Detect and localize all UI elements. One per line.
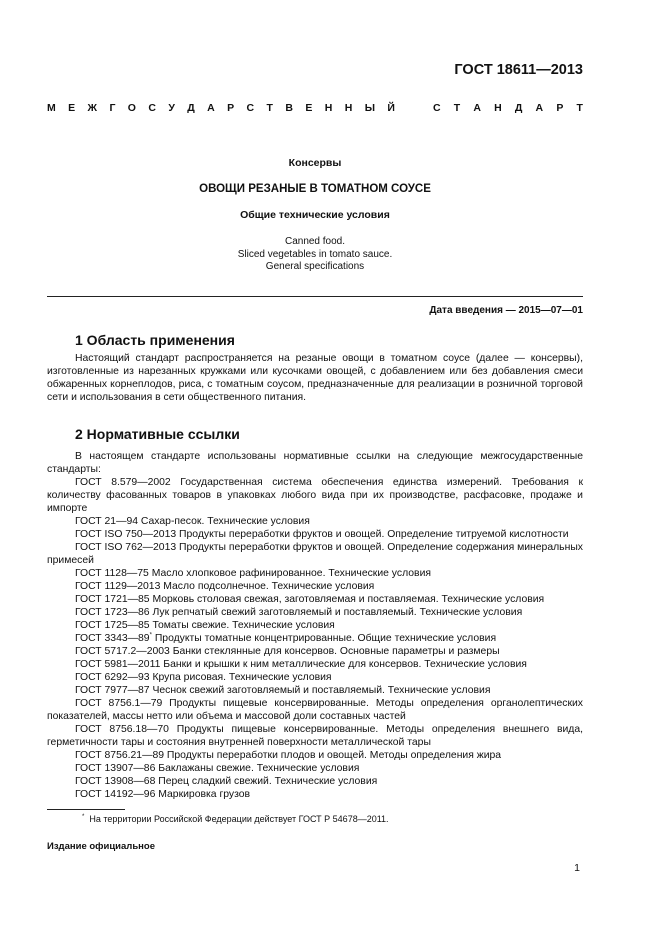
- reference-mark: *: [149, 632, 152, 639]
- reference-item: ГОСТ 8.579—2002 Государственная система обеспечения единства измерений. Требования к количеству фасованных товаров в упаковках любого вида при их производстве, расфасовке, продаже и импорте: [47, 477, 583, 514]
- banner-word-interstate: [47, 102, 395, 114]
- banner-letter: Е: [68, 102, 76, 114]
- reference-item: ГОСТ 1128—75 Масло хлопковое рафинированное. Технические условия: [75, 568, 431, 579]
- english-title-line: Sliced vegetables in tomato sauce.: [237, 248, 393, 260]
- reference-item: ГОСТ 8756.1—79 Продукты пищевые консервированные. Методы определения органолептических показателей, массы нетто или объема и массовой доли составных частей: [47, 698, 583, 722]
- footnote: [82, 814, 583, 825]
- reference-item: ГОСТ 14192—96 Маркировка грузов: [75, 789, 251, 800]
- reference-item: ГОСТ 1721—85 Морковь столовая свежая, заготовляемая и поставляемая. Технические условия: [75, 594, 545, 605]
- reference-item: ГОСТ 21—94 Сахар-песок. Технические условия: [75, 516, 310, 527]
- footnote-text: На территории Российской Федерации действует ГОСТ Р 54678—2011.: [89, 814, 389, 824]
- document-body: [47, 331, 583, 875]
- banner-letter: О: [127, 102, 136, 114]
- standard-number: ГОСТ 18611—2013: [454, 62, 583, 78]
- banner-letter: Д: [187, 102, 195, 114]
- section-1-heading: 1 Область применения: [75, 332, 235, 348]
- introduction-date: Дата введения — 2015—07—01: [429, 305, 583, 316]
- reference-item: ГОСТ 13908—68 Перец сладкий свежий. Технические условия: [75, 776, 378, 787]
- footnote-mark: *: [82, 814, 85, 820]
- reference-item: ГОСТ 6292—93 Крупа рисовая. Технические условия: [75, 672, 332, 683]
- reference-item: ГОСТ ISO 750—2013 Продукты переработки фруктов и овощей. Определение титруемой кислотности: [75, 529, 569, 540]
- footnote-divider: [47, 809, 125, 810]
- paragraph: Настоящий стандарт распространяется на резаные овощи в томатном соусе (далее — консервы), изготовленные из нарезанных кружками или кусочками овощей, с добавлением или без добавления смеси обжаренных корнеплодов, риса, с томатным соусом, предназначенные для реализации в розничной торговой сети и использования в сети общественного питания.: [47, 353, 583, 403]
- reference-item: ГОСТ 1129—2013 Масло подсолнечное. Технические условия: [75, 581, 375, 592]
- reference-item: ГОСТ 13907—86 Баклажаны свежие. Технические условия: [75, 763, 360, 774]
- banner-letter: Е: [305, 102, 313, 114]
- document-subtitle: Общие технические условия: [240, 209, 390, 221]
- banner-letter: Т: [266, 102, 273, 114]
- banner-letter: Д: [514, 102, 523, 114]
- interstate-standard-banner: [47, 102, 583, 114]
- reference-item: ГОСТ 7977—87 Чеснок свежий заготовляемый и поставляемый. Технические условия: [75, 685, 491, 696]
- english-title-line: Canned food.: [284, 236, 346, 247]
- reference-item: ГОСТ 5981—2011 Банки и крышки к ним металлические для консервов. Технические условия: [75, 659, 527, 670]
- banner-letter: С: [246, 102, 255, 114]
- banner-letter: Р: [556, 102, 564, 114]
- reference-rest: Продукты томатные концентрированные. Общие технические условия: [151, 633, 497, 644]
- reference-code: ГОСТ 3343—89: [75, 633, 150, 644]
- banner-letter: У: [168, 102, 175, 114]
- banner-letter: Ж: [87, 102, 98, 114]
- english-title: [47, 236, 583, 274]
- section-2-body: [47, 450, 583, 801]
- document-title: ОВОЩИ РЕЗАНЫЕ В ТОМАТНОМ СОУСЕ: [199, 183, 431, 195]
- banner-letter: С: [433, 102, 441, 114]
- banner-letter: А: [207, 102, 215, 114]
- reference-item: ГОСТ ISO 762—2013 Продукты переработки фруктов и овощей. Определение содержания минеральных примесей: [47, 542, 583, 566]
- section-1-body: [47, 352, 583, 404]
- banner-letter: Ы: [364, 102, 375, 114]
- banner-letter: Н: [494, 102, 502, 114]
- banner-letter: Т: [576, 102, 583, 114]
- reference-item: [47, 632, 583, 645]
- document-category: Консервы: [288, 157, 342, 169]
- page-number: 1: [574, 862, 580, 874]
- banner-letter: Н: [324, 102, 333, 114]
- section-2-heading: 2 Нормативные ссылки: [75, 426, 240, 442]
- banner-letter: В: [285, 102, 293, 114]
- banner-word-standard: [433, 102, 583, 114]
- banner-letter: М: [47, 102, 56, 114]
- banner-letter: Г: [109, 102, 116, 114]
- banner-letter: Р: [227, 102, 235, 114]
- reference-item: ГОСТ 8756.21—89 Продукты переработки плодов и овощей. Методы определения жира: [75, 750, 502, 761]
- reference-item: ГОСТ 5717.2—2003 Банки стеклянные для консервов. Основные параметры и размеры: [75, 646, 500, 657]
- reference-item: ГОСТ 1723—86 Лук репчатый свежий заготовляемый и поставляемый. Технические условия: [75, 607, 523, 618]
- banner-letter: С: [148, 102, 156, 114]
- banner-letter: А: [535, 102, 544, 114]
- official-edition-label: Издание официальное: [47, 841, 155, 852]
- reference-item: ГОСТ 1725—85 Томаты свежие. Технические условия: [75, 620, 335, 631]
- english-title-line: General specifications: [265, 261, 365, 272]
- banner-letter: Н: [344, 102, 353, 114]
- banner-letter: А: [473, 102, 481, 114]
- reference-item: ГОСТ 8756.18—70 Продукты пищевые консервированные. Методы определения внешнего вида, герметичности тары и состояния внутренней поверхности металлической тары: [47, 724, 583, 748]
- header-divider: [47, 296, 583, 297]
- banner-letter: Т: [453, 102, 461, 114]
- banner-letter: Й: [387, 102, 395, 114]
- paragraph: В настоящем стандарте использованы нормативные ссылки на следующие межгосударственные стандарты:: [47, 451, 583, 475]
